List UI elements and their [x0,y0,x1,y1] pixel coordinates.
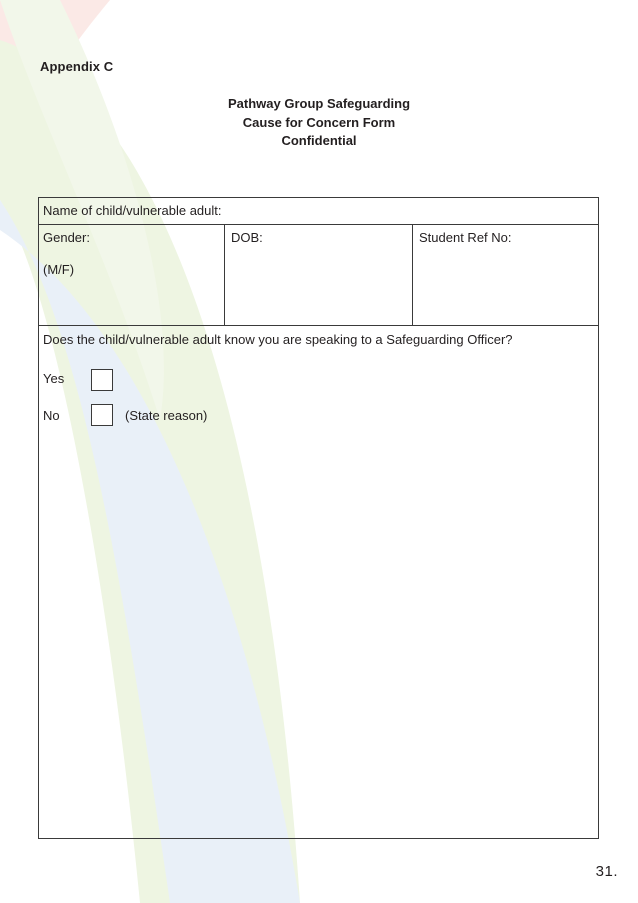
yes-checkbox[interactable] [91,369,113,391]
details-row [39,225,598,326]
no-checkbox[interactable] [91,404,113,426]
concern-form [38,197,599,839]
question-text: Does the child/vulnerable adult know you are speaking to a Safeguarding Officer? [43,332,513,347]
no-label: No [43,408,60,423]
dob-label: DOB: [231,230,263,245]
student-ref-label: Student Ref No: [419,230,512,245]
state-reason-label: (State reason) [125,408,208,423]
heading-confidential: Confidential [281,133,357,148]
student-ref-field[interactable] [413,225,600,325]
gender-hint: (M/F) [43,262,75,277]
dob-field[interactable] [225,225,413,325]
gender-field[interactable] [39,225,225,325]
yes-label: Yes [43,371,65,386]
name-label: Name of child/vulnerable adult: [43,203,222,218]
page-number: 31. [595,863,618,880]
gender-label: Gender: [43,230,90,245]
heading-title: Pathway Group Safeguarding [227,96,411,111]
question-section [39,326,598,840]
appendix-label: Appendix C [40,59,114,74]
heading-subtitle: Cause for Concern Form [242,114,396,130]
form-heading [0,95,638,151]
name-field[interactable] [39,198,598,225]
